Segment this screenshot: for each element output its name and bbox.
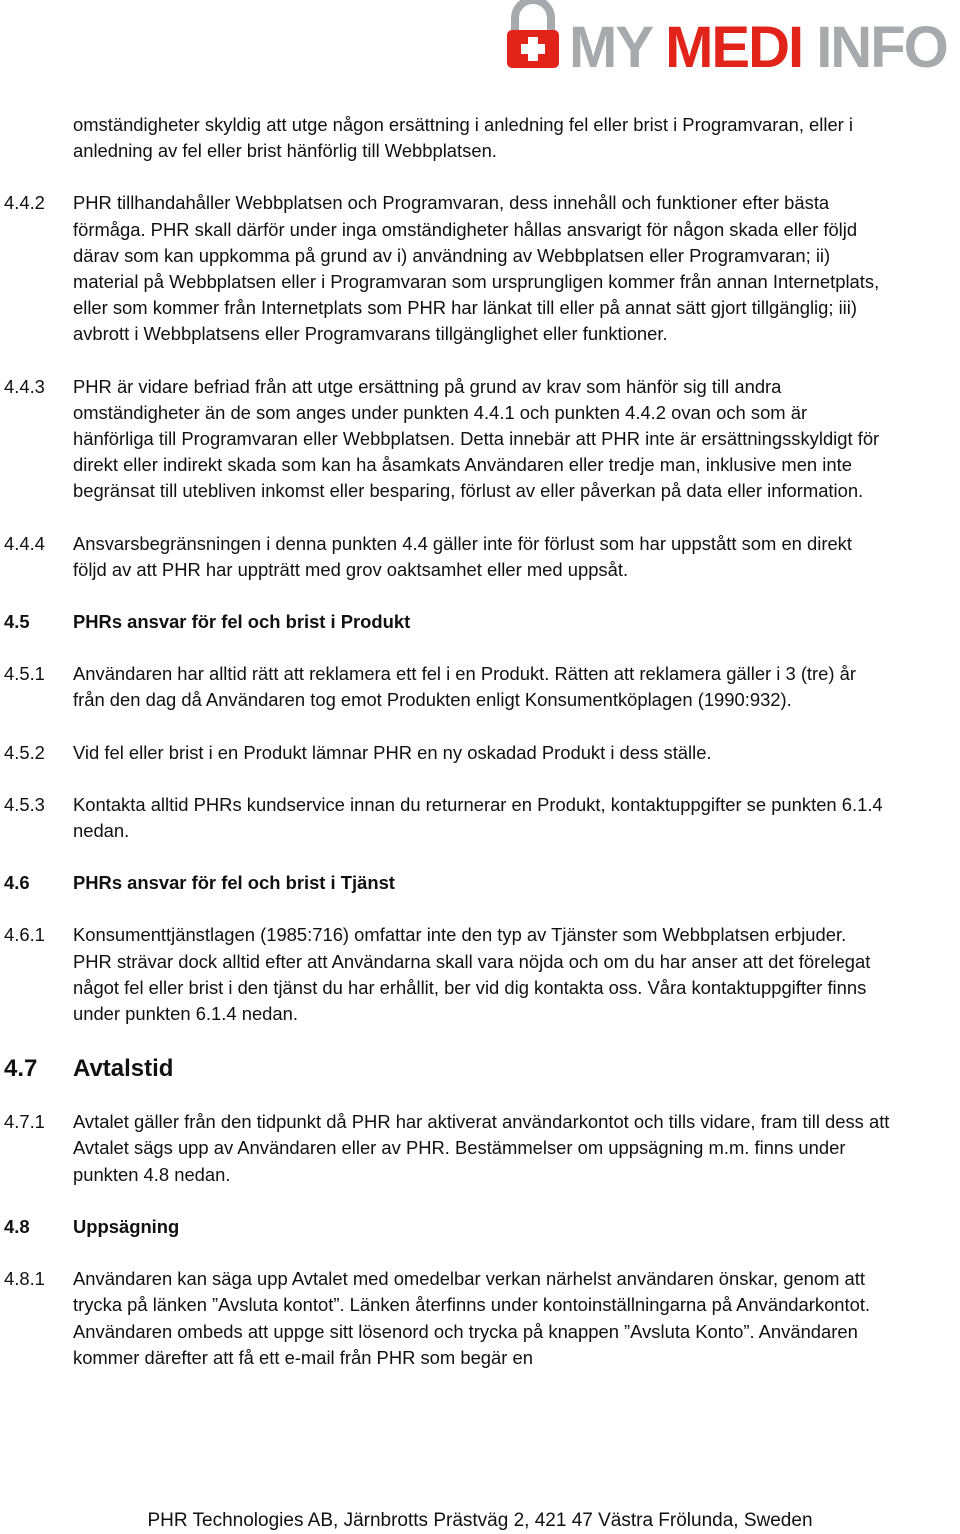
clause-number: 4.7 [4, 1055, 38, 1083]
clause-paragraph [0, 1266, 960, 1371]
clause-number: 4.5 [4, 611, 30, 633]
clause-number: 4.5.3 [4, 793, 45, 815]
section-title: Avtalstid [73, 1055, 174, 1083]
clause-text: Användaren har alltid rätt att reklamera ett fel i en Produkt. Rätten att reklamera gäller i 3 (tre) år från den dag då Användaren tog emot Produkten enligt Konsumentköplagen (1990:932). [73, 663, 856, 711]
section-heading [0, 1053, 960, 1085]
clause-paragraph [0, 190, 960, 347]
clause-paragraph [0, 792, 960, 844]
clause-paragraph [0, 661, 960, 713]
clause-number: 4.6 [4, 872, 30, 894]
clause-text: Kontakta alltid PHRs kundservice innan du returnerar en Produkt, kontaktuppgifter se punkten 6.1.4 nedan. [73, 793, 883, 842]
logo-word: MY [569, 15, 651, 72]
clause-number: 4.7.1 [4, 1111, 45, 1133]
clause-number: 4.4.3 [4, 375, 45, 397]
brand-logo [505, 0, 960, 72]
clause-paragraph [0, 922, 960, 1027]
clause-number: 4.4.2 [4, 192, 45, 214]
clause-number: 4.8 [4, 1215, 30, 1237]
clause-text: Ansvarsbegränsningen i denna punkten 4.4 gäller inte för förlust som har uppstått som en direkt följd av att PHR har uppträtt med grov oaktsamhet eller med uppsåt. [73, 532, 852, 580]
clause-paragraph [0, 112, 960, 164]
section-title: Uppsägning [73, 1215, 180, 1237]
clause-text: PHR är vidare befriad från att utge ersättning på grund av krav som hänför sig till andra omständigheter än de som anges under punkten 4.4.1 och punkten 4.4.2 ovan och som är hänförliga till Programvaran eller Webbplatsen. Detta innebär att PHR inte är ersättningsskyldigt för direkt eller indirekt skada som kan ha åsamkats Användaren eller tredje man, inklusive men inte begränsat till utebliven inkomst eller besparing, förlust av eller påverkan på data eller information. [73, 375, 880, 502]
lock-cross-logo-icon [505, 0, 960, 72]
section-title: PHRs ansvar för fel och brist i Produkt [73, 611, 411, 633]
clause-number: 4.6.1 [4, 924, 45, 946]
clause-text: PHR tillhandahåller Webbplatsen och Programvaran, dess innehåll och funktioner efter bästa förmåga. PHR skall därför under inga omständigheter hållas ansvarigt för någon skada eller följd därav som kan uppkomma på grund av i) användning av Webbplatsen eller Programvaran; ii) material på Webbplatsen eller i Programvaran som ursprungligen kommer från annan Internetplats, eller som kommer från Internetplats som PHR har länkat till eller på annat sätt gjort tillgänglig; iii) avbrott i Webbplatsens eller Programvarans tillgänglighet eller funktioner. [73, 192, 880, 345]
clause-text: Avtalet gäller från den tidpunkt då PHR har aktiverat användarkontot och tills vidare, fram till dess att Avtalet sägs upp av Användaren eller av PHR. Bestämmelser om uppsägning m.m. finns under punkten 4.8 nedan. [73, 1111, 890, 1185]
logo-word: MEDI [650, 15, 803, 72]
logo-word: INFO [802, 15, 947, 72]
clause-paragraph [0, 531, 960, 583]
clause-text: Vid fel eller brist i en Produkt lämnar PHR en ny oskadad Produkt i dess ställe. [73, 741, 712, 763]
section-heading [0, 609, 960, 635]
clause-number: 4.5.1 [4, 663, 45, 685]
section-heading [0, 870, 960, 896]
section-heading [0, 1214, 960, 1240]
clause-number: 4.8.1 [4, 1268, 45, 1290]
section-title: PHRs ansvar för fel och brist i Tjänst [73, 872, 395, 894]
clause-text: Konsumenttjänstlagen (1985:716) omfattar inte den typ av Tjänster som Webbplatsen erbjuder. PHR strävar dock alltid efter att Användarna skall vara nöjda och om du har anser att det förelegat något fel eller brist i den tjänst du har erhållit, ber vid dig kontakta oss. Våra kontaktuppgifter finns under punkten 6.1.4 nedan. [73, 924, 871, 1025]
clause-text: omständigheter skyldig att utge någon ersättning i anledning fel eller brist i Programvaran, eller i anledning av fel eller brist hänförlig till Webbplatsen. [73, 114, 853, 162]
clause-paragraph [0, 740, 960, 766]
page-footer: PHR Technologies AB, Järnbrotts Prästväg 2, 421 47 Västra Frölunda, Sweden [147, 1510, 813, 1531]
document-body [0, 112, 960, 1397]
clause-number: 4.4.4 [4, 532, 45, 554]
clause-paragraph [0, 374, 960, 505]
clause-paragraph [0, 1109, 960, 1188]
clause-number: 4.5.2 [4, 741, 45, 763]
clause-text: Användaren kan säga upp Avtalet med omedelbar verkan närhelst användaren önskar, genom att trycka på länken ”Avsluta kontot”. Länken återfinns under kontoinställningarna på Användarkontot. Användaren ombeds att uppge sitt lösenord och trycka på knappen ”Avsluta Konto”. Användaren kommer därefter att få ett e-mail från PHR som begär en [73, 1268, 871, 1368]
svg-text:MY MEDI INFO [569, 15, 947, 72]
